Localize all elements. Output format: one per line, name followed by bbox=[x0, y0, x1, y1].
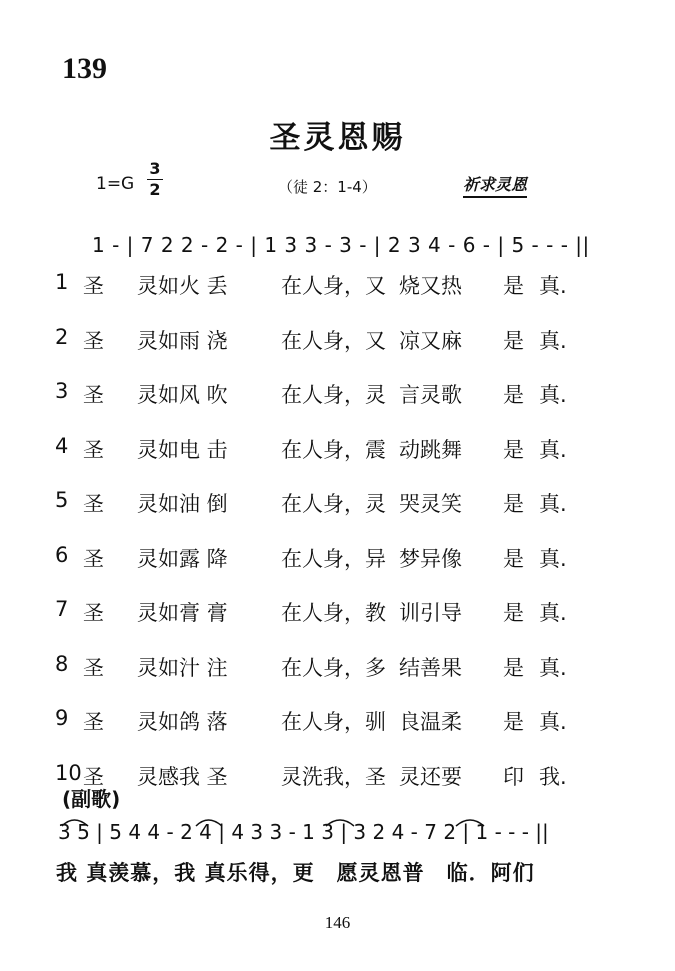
time-signature-bottom: 2 bbox=[149, 180, 161, 199]
verse-lyric-segment: 在人身，多 bbox=[281, 655, 386, 680]
verse-lyric-segment: 我. bbox=[539, 764, 567, 789]
page-number: 146 bbox=[324, 913, 351, 932]
verse-lyric-segment: 圣 bbox=[83, 492, 104, 516]
refrain-label: (副歌) bbox=[62, 787, 121, 811]
verse-number: 8 bbox=[55, 651, 69, 676]
verse-lyric-segment: 圣 bbox=[83, 601, 104, 625]
verse-lyric-segment: 在人身，又 bbox=[281, 274, 386, 298]
verse-lyric-segment: 真. bbox=[539, 546, 567, 571]
slur-mark bbox=[196, 820, 222, 826]
verse-lyric-segment: 真. bbox=[539, 492, 567, 516]
verse-number: 9 bbox=[55, 706, 69, 730]
verse-lyric-segment: 圣 bbox=[83, 274, 104, 298]
verse-lyric-segment: 梦异像 bbox=[399, 546, 462, 571]
verse-lyric-segment: 真. bbox=[539, 328, 567, 353]
verse-lyric-segment: 凉又麻 bbox=[399, 328, 462, 353]
verse-lyric-segment: 在人身，灵 bbox=[281, 383, 386, 407]
verse-lyric-segment: 在人身，灵 bbox=[281, 492, 386, 516]
verse-lyric-segment: 是 bbox=[503, 546, 524, 571]
scripture-reference: （徒 2：1-4） bbox=[278, 178, 377, 196]
verse-lyric-segment: 在人身，又 bbox=[281, 328, 386, 353]
verse-lyric-segment: 灵如油 倒 bbox=[137, 492, 228, 516]
verse-lyric-segment: 在人身，驯 bbox=[281, 710, 386, 734]
slur-mark bbox=[62, 820, 88, 826]
verse-lyric-segment: 印 bbox=[503, 764, 524, 789]
verse-notation: 1 - | 7 2 2 - 2 - | 1 3 3 - 3 - | 2 3 4 - 6 - | 5 - - - || bbox=[92, 233, 590, 257]
slur-mark bbox=[326, 820, 354, 826]
verse-lyric-segment: 是 bbox=[503, 655, 524, 680]
slur-mark bbox=[456, 820, 484, 826]
verse-lyric-segment: 真. bbox=[539, 274, 567, 298]
verse-lyric-segment: 圣 bbox=[83, 764, 104, 789]
verse-number: 1 bbox=[55, 270, 69, 294]
refrain-slurs bbox=[0, 810, 675, 830]
verse-lyric-segment: 言灵歌 bbox=[399, 383, 462, 407]
refrain-notation: 3 5 | 5 4 4 - 2 4 | 4 3 3 - 1 3 | 3 2 4 - 7 2 | 1 - - - || bbox=[58, 820, 549, 844]
verse-lyric-segment: 训引导 bbox=[399, 601, 462, 625]
verse-lyric-segment: 是 bbox=[503, 437, 524, 462]
verse-number: 6 bbox=[55, 542, 69, 567]
verse-lyric-segment: 灵感我 圣 bbox=[137, 764, 228, 789]
verse-lyric-segment: 良温柔 bbox=[399, 710, 462, 734]
verse-lyric-segment: 灵如露 降 bbox=[137, 546, 228, 571]
verse-number: 2 bbox=[55, 324, 69, 349]
verse-lyric-segment: 动跳舞 bbox=[399, 437, 462, 462]
category-label: 祈求灵恩 bbox=[463, 172, 527, 198]
verse-lyric-segment: 在人身，教 bbox=[281, 601, 386, 625]
verse-lyric-segment: 灵洗我，圣 bbox=[281, 764, 386, 789]
verse-lyric-segment: 灵如鸽 落 bbox=[137, 710, 228, 734]
verse-lyric-segment: 真. bbox=[539, 383, 567, 407]
verse-lyric-segment: 是 bbox=[503, 492, 524, 516]
verse-lyric-segment: 圣 bbox=[83, 546, 104, 571]
verse-lyric-segment: 是 bbox=[503, 274, 524, 298]
verse-lyric-segment: 真. bbox=[539, 437, 567, 462]
verse-lyric-segment: 在人身，异 bbox=[281, 546, 386, 571]
verse-lyric-segment: 圣 bbox=[83, 655, 104, 680]
verse-lyric-segment: 圣 bbox=[83, 437, 104, 462]
hymn-title: 圣灵恩赐 bbox=[269, 120, 406, 156]
verse-lyric-segment: 在人身，震 bbox=[281, 437, 386, 462]
verse-number: 7 bbox=[55, 597, 69, 621]
verse-lyric-segment: 是 bbox=[503, 601, 524, 625]
verse-lyric-segment: 结善果 bbox=[399, 655, 462, 680]
verse-number: 5 bbox=[55, 488, 69, 512]
verse-lyric-segment: 哭灵笑 bbox=[399, 492, 462, 516]
hymn-number: 139 bbox=[62, 52, 107, 85]
verse-lyric-segment: 灵如火 丢 bbox=[137, 274, 228, 298]
verse-lyric-segment: 灵如风 吹 bbox=[137, 383, 228, 407]
verse-lyric-segment: 灵如电 击 bbox=[137, 437, 228, 462]
verse-lyric-segment: 真. bbox=[539, 601, 567, 625]
verse-lyric-segment: 灵如汁 注 bbox=[137, 655, 228, 680]
verse-number: 3 bbox=[55, 379, 69, 403]
verse-lyric-segment: 灵还要 bbox=[399, 764, 462, 789]
verse-lyric-segment: 灵如雨 浇 bbox=[137, 328, 228, 353]
verse-lyric-segment: 圣 bbox=[83, 383, 104, 407]
verse-lyric-segment: 是 bbox=[503, 328, 524, 353]
verse-number: 4 bbox=[55, 433, 69, 458]
verse-lyric-segment: 是 bbox=[503, 710, 524, 734]
time-signature-top: 3 bbox=[149, 159, 161, 178]
verse-lyric-segment: 灵如膏 膏 bbox=[137, 601, 228, 625]
verse-lyric-segment: 真. bbox=[539, 710, 567, 734]
verse-lyric-segment: 圣 bbox=[83, 710, 104, 734]
verse-lyric-segment: 烧又热 bbox=[399, 274, 462, 298]
key-signature: 1=G bbox=[96, 174, 135, 194]
verse-lyric-segment: 圣 bbox=[83, 328, 104, 353]
verse-lyric-segment: 真. bbox=[539, 655, 567, 680]
time-signature bbox=[147, 160, 163, 199]
verse-number: 10 bbox=[55, 760, 82, 785]
verse-lyric-segment: 是 bbox=[503, 383, 524, 407]
refrain-lyric: 我 真羡慕，我 真乐得，更 愿灵恩普 临．阿们 bbox=[56, 861, 535, 885]
